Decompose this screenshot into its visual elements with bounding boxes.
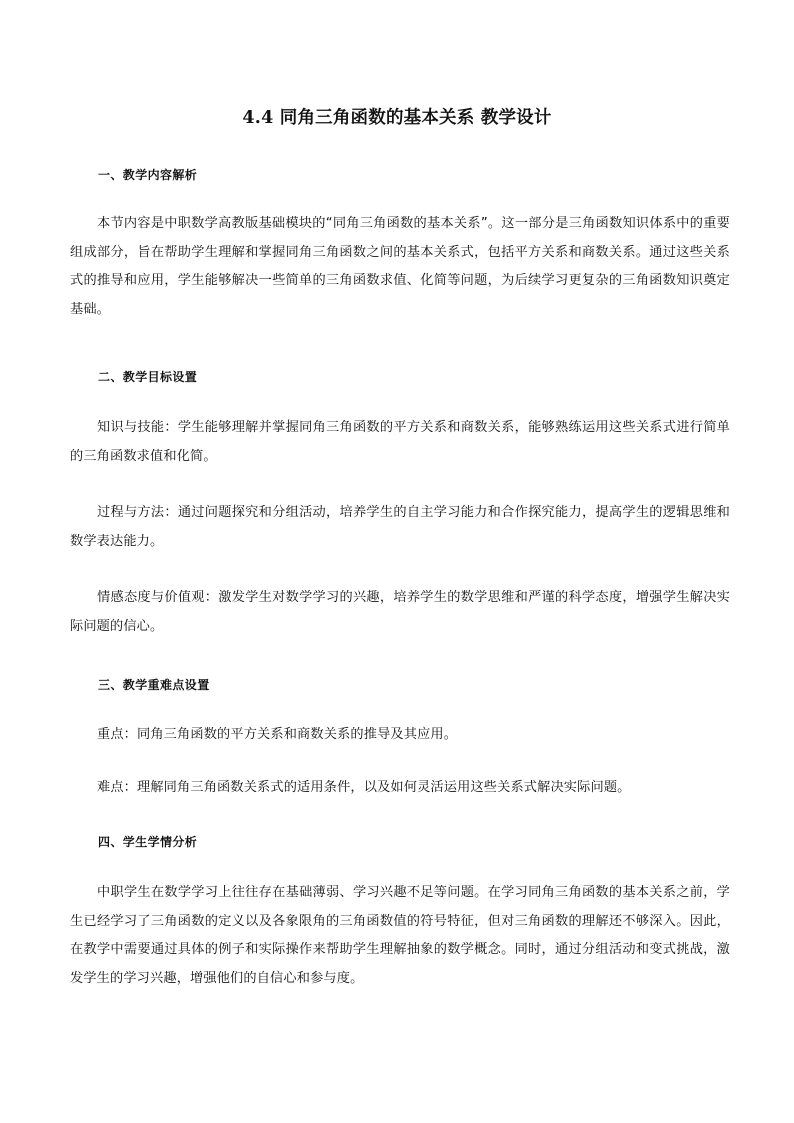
section-heading-student-analysis: 四、学生学情分析 [98, 835, 198, 849]
section-heading-key-difficult-points: 三、教学重难点设置 [98, 678, 210, 692]
paragraph-knowledge-skills: 知识与技能：学生能够理解并掌握同角三角函数的平方关系和商数关系，能够熟练运用这些关系式进行简单的三角函数求值和化简。 [70, 420, 730, 464]
paragraph-content-analysis: 本节内容是中职数学高教版基础模块的“同角三角函数的基本关系”。这一部分是三角函数知识体系中的重要组成部分，旨在帮助学生理解和掌握同角三角函数之间的基本关系式，包括平方关系和商数关系。通过这些关系式的推导和应用，学生能够解决一些简单的三角函数求值、化简等问题，为后续学习更复杂的三角函数知识奠定基础。 [70, 216, 730, 317]
section-heading-content-analysis: 一、教学内容解析 [98, 168, 198, 182]
paragraph-difficult-points: 难点：理解同角三角函数关系式的适用条件，以及如何灵活运用这些关系式解决实际问题。 [97, 780, 631, 795]
paragraph-emotional-values: 情感态度与价值观：激发学生对数学学习的兴趣，培养学生的数学思维和严谨的科学态度，增强学生解决实际问题的信心。 [70, 590, 730, 634]
paragraph-key-points: 重点：同角三角函数的平方关系和商数关系的推导及其应用。 [97, 727, 458, 742]
document-title: 4.4 同角三角函数的基本关系 教学设计 [242, 108, 552, 128]
section-heading-teaching-goals: 二、教学目标设置 [98, 370, 198, 384]
paragraph-student-analysis: 中职学生在数学学习上往往存在基础薄弱、学习兴趣不足等问题。在学习同角三角函数的基本关系之前，学生已经学习了三角函数的定义以及各象限角的三角函数值的符号特征，但对三角函数的理解还不够深入。因此，在教学中需要通过具体的例子和实际操作来帮助学生理解抽象的数学概念。同时，通过分组活动和变式挑战，激发学生的学习兴趣，增强他们的自信心和参与度。 [70, 885, 730, 986]
paragraph-process-methods: 过程与方法：通过问题探究和分组活动，培养学生的自主学习能力和合作探究能力，提高学生的逻辑思维和数学表达能力。 [70, 505, 730, 549]
